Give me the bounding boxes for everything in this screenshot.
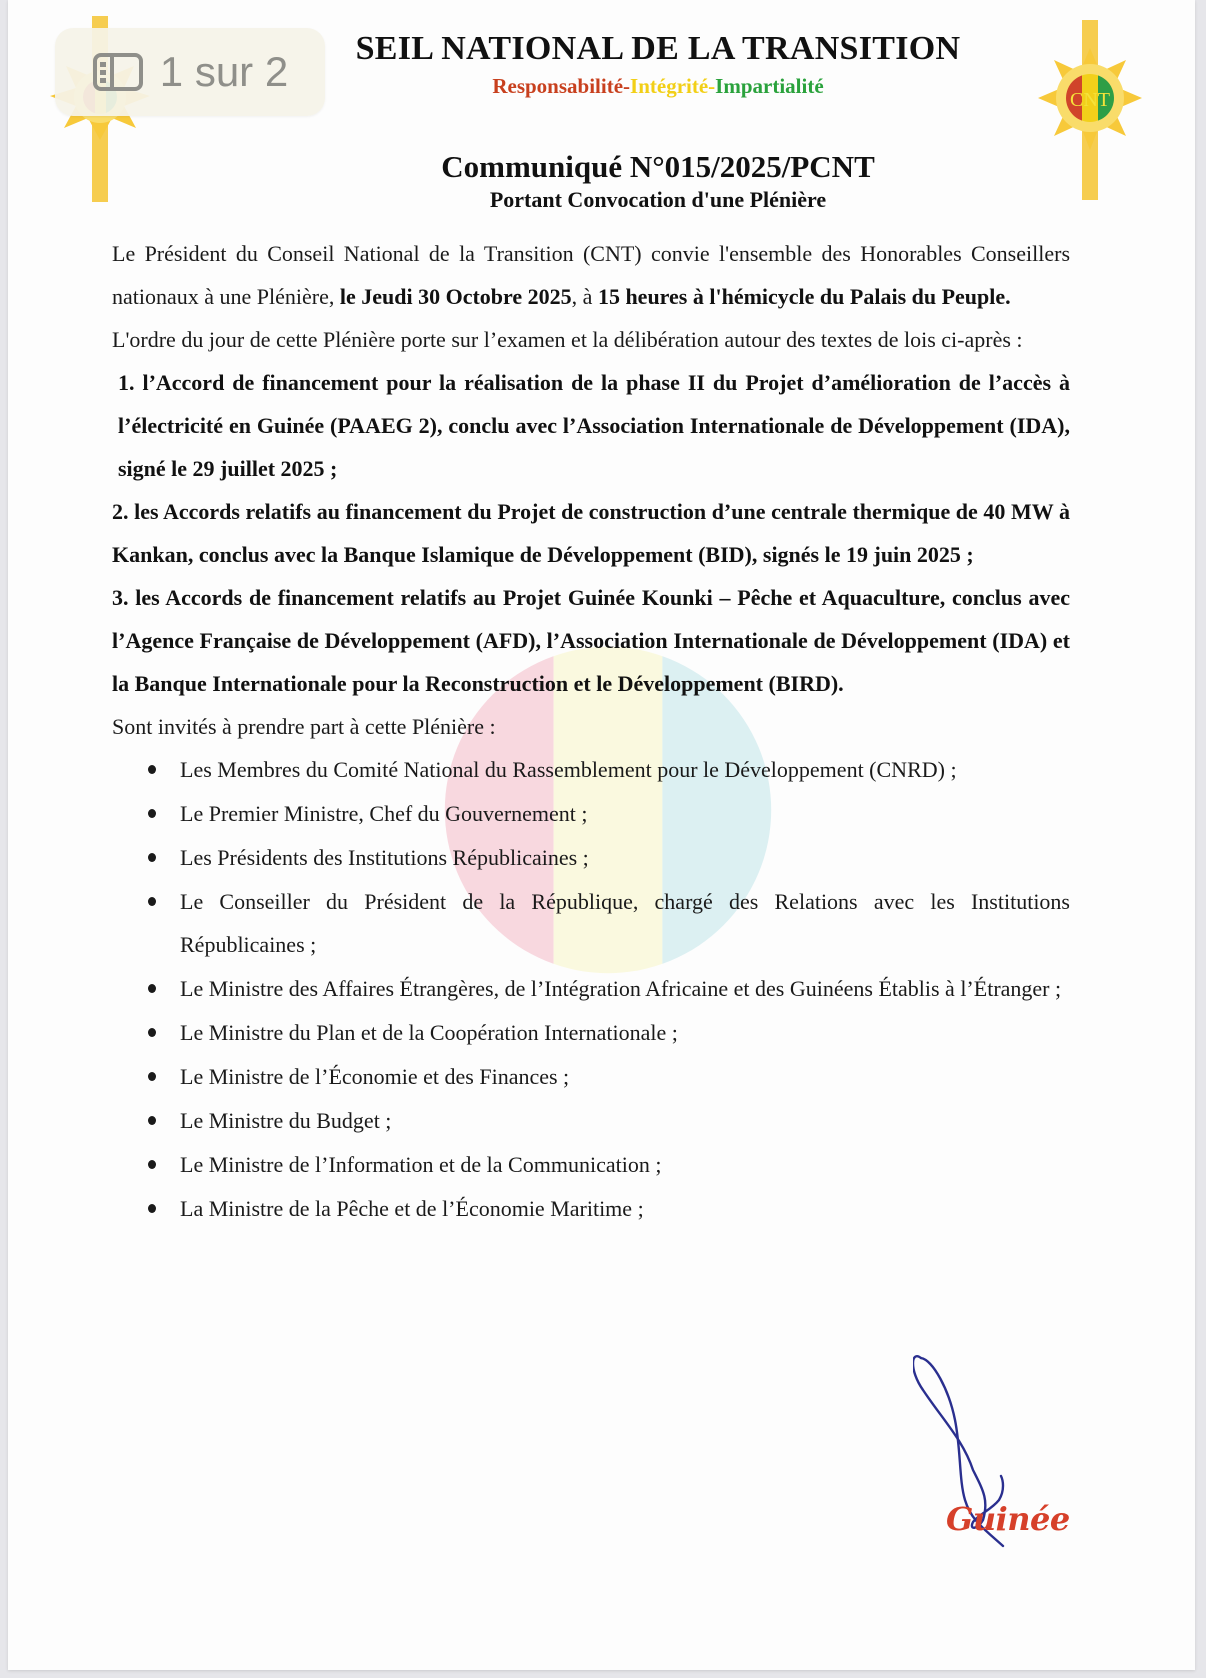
invited-item-text: Le Ministre de l’Information et de la Communication ; [180, 1152, 662, 1177]
communique-subtitle: Portant Convocation d'une Plénière [489, 187, 827, 212]
bullet-icon [148, 1160, 156, 1169]
agenda-item: 1. l’Accord de financement pour la réalisation de la phase II du Projet d’amélioration de l’accès à l’électricité en Guinée (PAAEG 2), conclu avec l’Association Internationale de Développement (IDA), signé le 29 juillet 2025 ; [118, 370, 1070, 481]
handwritten-signature [913, 1350, 1033, 1590]
invited-item-text: Le Ministre des Affaires Étrangères, de l’Intégration Africaine et des Guinéens Établis à l’Étranger ; [180, 976, 1062, 1001]
bullet-icon [148, 853, 156, 862]
bullet-icon [148, 809, 156, 818]
bullet-icon [148, 1116, 156, 1125]
intro-paragraph [112, 232, 1070, 318]
motto-integrite: Intégrité [630, 74, 709, 98]
intro-lead: Le Président du Conseil National de la Transition (CNT) convie l'ensemble des Honorables Conseillers nationaux à une Plénière, [112, 241, 1070, 309]
invited-intro: Sont invités à prendre part à cette Plénière : [112, 714, 496, 739]
invited-item [180, 1099, 1070, 1142]
agenda-item: 3. les Accords de financement relatifs au Projet Guinée Kounki – Pêche et Aquaculture, conclus avec l’Agence Française de Développement (AFD), l’Association Internationale de Développement (IDA) et la Banque Internationale pour la Reconstruction et le Développement (BIRD). [112, 585, 1070, 696]
agenda-intro: L'ordre du jour de cette Plénière porte sur l’examen et la délibération autour des textes de lois ci-après : [112, 327, 1023, 352]
invited-item [180, 792, 1070, 835]
invited-item [180, 967, 1070, 1010]
guinee-stamp: Guinée [946, 1500, 1070, 1538]
motto-impartialite: Impartialité [715, 74, 824, 98]
cnt-emblem-right [1030, 18, 1150, 208]
invited-item [180, 1055, 1070, 1098]
invited-item-text: Les Membres du Comité National du Rassemblement pour le Développement (CNRD) ; [180, 757, 957, 782]
invited-item [180, 1011, 1070, 1054]
invited-item [180, 1143, 1070, 1186]
invited-item-text: Les Présidents des Institutions Républicaines ; [180, 845, 589, 870]
invited-list [112, 748, 1070, 1230]
invited-item-text: Le Conseiller du Président de la République, chargé des Relations avec les Institutions Républicaines ; [180, 889, 1070, 957]
bullet-icon [148, 1204, 156, 1213]
communique-title: Communiqué N°015/2025/PCNT [441, 149, 875, 184]
page-indicator-label: 1 sur 2 [159, 48, 289, 95]
bullet-icon [148, 765, 156, 774]
organization-title: SEIL NATIONAL DE LA TRANSITION [355, 30, 961, 67]
invited-item-text: Le Ministre de l’Économie et des Finances ; [180, 1064, 570, 1089]
motto-responsabilite: Responsabilité [492, 74, 624, 98]
invited-item [180, 748, 1070, 791]
document-body [112, 232, 1070, 1230]
motto-separator: - [708, 74, 716, 98]
motto-separator: - [623, 74, 631, 98]
invited-item [180, 1187, 1070, 1230]
intro-date: le Jeudi 30 Octobre 2025 [339, 284, 572, 309]
bullet-icon [148, 1072, 156, 1081]
invited-item [180, 880, 1070, 966]
bullet-icon [148, 1028, 156, 1037]
page-indicator[interactable] [55, 28, 325, 116]
bullet-icon [148, 897, 156, 906]
intro-time-place: 15 heures à l'hémicycle du Palais du Peuple. [597, 284, 1011, 309]
motto [278, 74, 1038, 99]
agenda-list [112, 361, 1070, 705]
invited-item-text: Le Ministre du Plan et de la Coopération Internationale ; [180, 1020, 678, 1045]
invited-item-text: La Ministre de la Pêche et de l’Économie Maritime ; [180, 1196, 644, 1221]
agenda-item: 2. les Accords relatifs au financement du Projet de construction d’une centrale thermique de 40 MW à Kankan, conclus avec la Banque Islamique de Développement (BID), signés le 19 juin 2025 ; [112, 499, 1070, 567]
emblem-cnt-text: CNT [1070, 89, 1110, 111]
sidebar-icon [92, 52, 144, 92]
invited-item [180, 836, 1070, 879]
intro-mid: , à [571, 284, 598, 309]
document-page [8, 0, 1195, 1670]
invited-item-text: Le Premier Ministre, Chef du Gouvernement ; [180, 801, 588, 826]
invited-item-text: Le Ministre du Budget ; [180, 1108, 392, 1133]
bullet-icon [148, 984, 156, 993]
